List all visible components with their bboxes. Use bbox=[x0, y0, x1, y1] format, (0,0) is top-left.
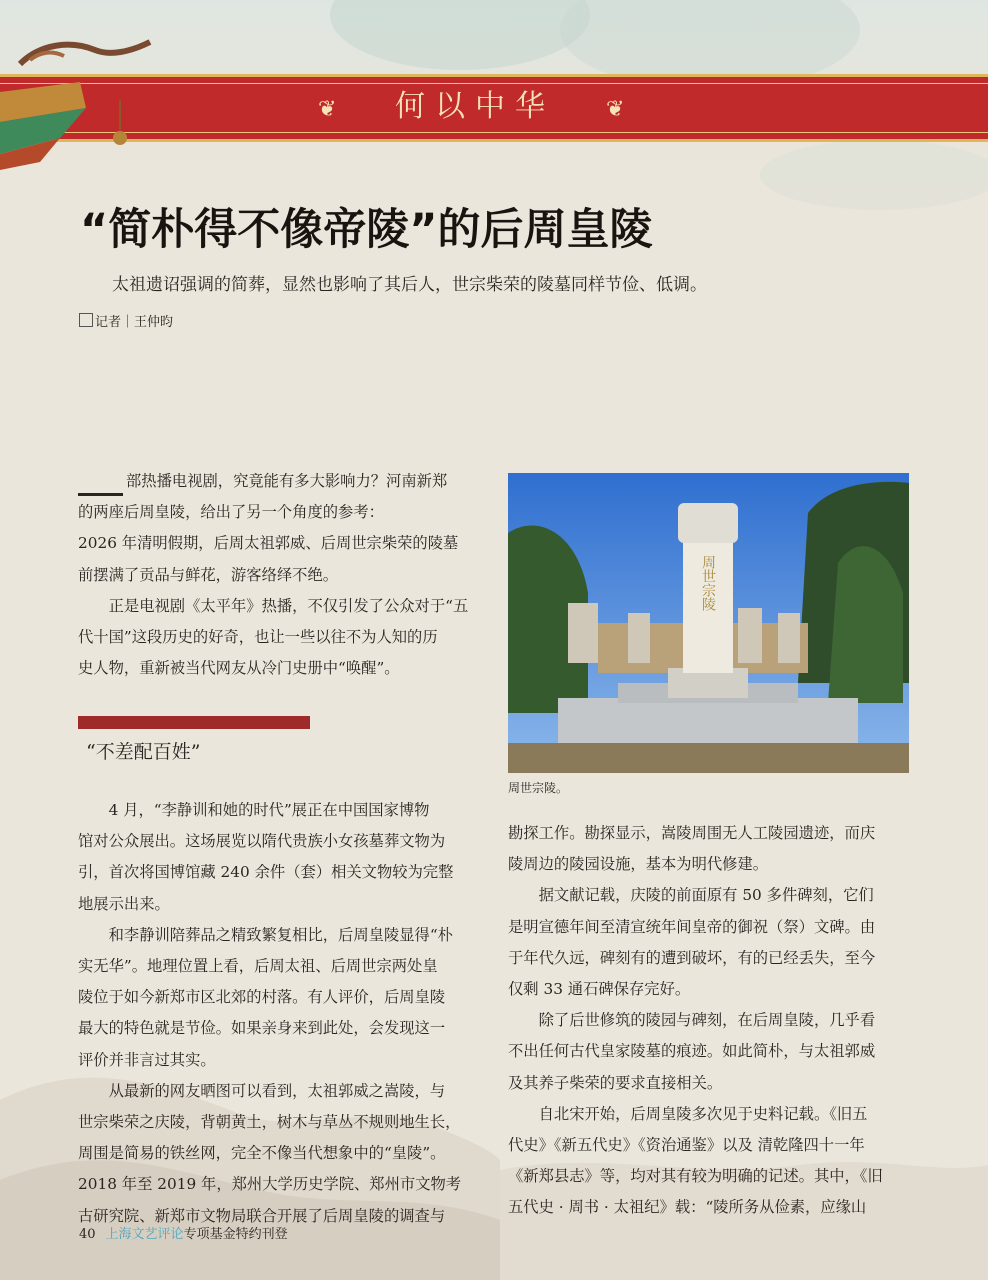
byline bbox=[79, 313, 173, 332]
article-headline: “简朴得不像帝陵”的后周皇陵 bbox=[80, 205, 653, 255]
page-number: 40 bbox=[79, 1227, 96, 1242]
dragon-eave-icon bbox=[0, 30, 160, 170]
pen-icon bbox=[79, 313, 93, 327]
section-heading: “不差配百姓” bbox=[86, 741, 201, 763]
tomb-photo bbox=[508, 473, 909, 773]
scroll-ornament-right-icon: ❦ bbox=[606, 97, 625, 122]
photo-inscription: 周世宗陵 bbox=[700, 555, 716, 611]
scroll-ornament-left-icon: ❦ bbox=[318, 97, 337, 122]
article-subheadline: 太祖遗诏强调的简葬，显然也影响了其后人，世宗柴荣的陵墓同样节俭、低调。 bbox=[112, 275, 707, 295]
section-divider-bar bbox=[78, 716, 310, 729]
sponsor-note: 专项基金特约刊登 bbox=[183, 1227, 288, 1242]
page-footer bbox=[79, 1226, 288, 1244]
right-body-text: 勘探工作。勘探显示，嵩陵周围无人工陵园遗迹，而庆 陵周边的陵园设施，基本为明代修建。 据文献记载，庆陵的前面原有 50 多件碑刻，它们 是明宣德年间至清宣统年间皇帝的御祝（祭）文碑。由 于年代久远，碑刻有的遭到破坏，有的已经丢失，至今 仅剩 33 通石碑保存完好。 除了后世修筑的陵园与碑刻，在后周皇陵，几乎看 不出任何古代皇家陵墓的痕迹。如此简朴，与太祖郭威 及其养子柴荣的要求直接相关。 自北宋开始，后周皇陵多次见于史料记载。《旧五 代史》《新五代史》《资治通鉴》以及 清乾隆四十一年 《新郑县志》等，均对其有较为明确的记述。其中，《旧 五代史 · 周书 · 太祖纪》载：“陵所务从俭素，应缘山 bbox=[508, 824, 883, 1217]
photo-caption: 周世宗陵。 bbox=[508, 781, 569, 795]
left-body-text: 4 月，“李静训和她的时代”展正在中国国家博物 馆对公众展出。这场展览以隋代贵族小女孩墓葬文物为 引，首次将国博馆藏 240 余件（套）相关文物较为完整 地展示出来。 和李静训陪葬品之精致繁复相比，后周皇陵显得“朴 实无华”。地理位置上看，后周太祖、后周世宗两处皇 陵位于如今新郑市区北郊的村落。有人评价，后周皇陵 最大的特色就是节俭。如果亲身来到此处，会发现这一 评价并非言过其实。 从最新的网友晒图可以看到，太祖郭威之嵩陵，与 世宗柴荣之庆陵，背朝黄土，树木与草丛不规则地生长， 周围是简易的铁丝网，完全不像当代想象中的“皇陵”。 2018 年至 2019 年，郑州大学历史学院、郑州市文物考 古研究院、新郑市文物局联合开展了后周皇陵的调查与 bbox=[78, 801, 462, 1225]
intro-paragraphs: 部热播电视剧，究竟能有多大影响力？河南新郑 的两座后周皇陵，给出了另一个角度的参考： 2026 年清明假期，后周太祖郭威、后周世宗柴荣的陵墓 前摆满了贡品与鲜花，游客络绎不绝。 正是电视剧《太平年》热播，不仅引发了公众对于“五 代十国”这段历史的好奇，也让一些以往不为人知的历 史人物，重新被当代网友从冷门史册中“唤醒”。 bbox=[78, 472, 469, 678]
banner-title: 何以中华 bbox=[395, 89, 555, 124]
byline-text: 记者｜王仲昀 bbox=[95, 315, 174, 330]
journal-name: 上海文艺评论 bbox=[105, 1227, 184, 1242]
